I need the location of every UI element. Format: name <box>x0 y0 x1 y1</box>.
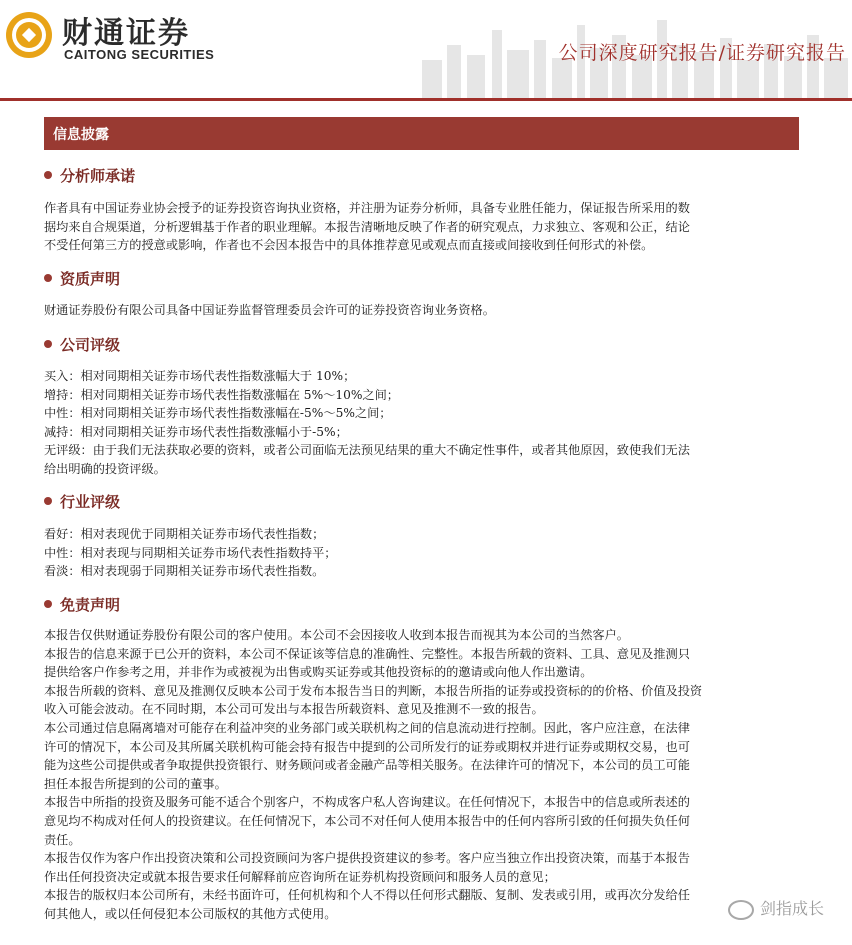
text-line: 本报告的版权归本公司所有，未经书面许可，任何机构和个人不得以任何形式翻版、复制、发表或引用，或再次分发给任 <box>44 888 690 903</box>
rating-line: 减持：相对同期相关证券市场代表性指数涨幅小于-5%； <box>44 424 348 439</box>
industry-rating-list <box>44 525 804 581</box>
brand-name-en: CAITONG SECURITIES <box>64 47 215 62</box>
text-line: 收入可能会波动。在不同时期，本公司可发出与本报告所载资料、意见及推测不一致的报告。 <box>44 702 544 717</box>
bullet-icon <box>44 171 52 179</box>
text-line: 本报告中所指的投资及服务可能不适合个别客户，不构成客户私人咨询建议。在任何情况下，本报告中的信息或所表述的 <box>44 795 690 810</box>
text-line: 担任本报告所提到的公司的董事。 <box>44 776 227 791</box>
text-line: 何其他人，或以任何侵犯本公司版权的其他方式使用。 <box>44 906 337 921</box>
analyst-heading: 分析师承诺 <box>44 165 135 186</box>
text-line: 据均来自合规渠道，分析逻辑基于作者的职业理解。本报告清晰地反映了作者的研究观点，力求独立、客观和公正，结论 <box>44 219 690 234</box>
text-line: 作出任何投资决定或就本报告要求任何解释前应咨询所在证券机构投资顾问和服务人员的意见； <box>44 869 556 884</box>
text-line: 责任。 <box>44 832 81 847</box>
text-line: 本报告仅供财通证券股份有限公司的客户使用。本公司不会因接收人收到本报告而视其为本公司的当然客户。 <box>44 628 629 642</box>
text-line: 许可的情况下，本公司及其所属关联机构可能会持有报告中提到的公司所发行的证券或期权并进行证券或期权交易，也可 <box>44 739 690 754</box>
industry-rating-heading: 行业评级 <box>44 491 120 512</box>
text-line: 提供给客户作参考之用，并非作为或被视为出售或购买证券或其他投资标的的邀请或向他人作出邀请。 <box>44 665 593 680</box>
bullet-icon <box>44 274 52 282</box>
rating-line: 看好：相对表现优于同期相关证券市场代表性指数； <box>44 527 325 541</box>
company-rating-list <box>44 367 804 479</box>
rating-line: 买入：相对同期相关证券市场代表性指数涨幅大于 10%； <box>44 369 356 383</box>
bullet-icon <box>44 600 52 608</box>
wechat-icon <box>728 900 754 920</box>
text-line: 本报告的信息来源于已公开的资料，本公司不保证该等信息的准确性、完整性。本报告所载的资料、工具、意见及推测只 <box>44 646 690 661</box>
text-line: 作者具有中国证券业协会授予的证券投资咨询执业资格，并注册为证券分析师，具备专业胜任能力，保证报告所采用的数 <box>44 201 690 215</box>
rating-line: 增持：相对同期相关证券市场代表性指数涨幅在 5%～10%之间； <box>44 387 399 402</box>
company-rating-heading: 公司评级 <box>44 334 120 355</box>
report-type-label: 公司深度研究报告/证券研究报告 <box>558 42 846 64</box>
rating-line: 给出明确的投资评级。 <box>44 461 166 476</box>
disclaimer-paragraph <box>44 626 804 924</box>
wechat-watermark: 剑指成长 <box>728 896 824 920</box>
text-line: 本报告所载的资料、意见及推测仅反映本公司于发布本报告当日的判断，本报告所指的证券或投资标的的价格、价值及投资 <box>44 683 703 698</box>
bullet-icon <box>44 340 52 348</box>
rating-line: 中性：相对同期相关证券市场代表性指数涨幅在-5%～5%之间； <box>44 406 392 421</box>
page-header <box>0 0 852 100</box>
brand-name-cn: 财通证券 <box>62 16 190 51</box>
text-line: 财通证券股份有限公司具备中国证券监督管理委员会许可的证券投资咨询业务资格。 <box>44 303 495 317</box>
analyst-paragraph <box>44 199 804 255</box>
qualification-heading: 资质声明 <box>44 268 120 289</box>
qualification-paragraph <box>44 301 804 320</box>
text-line: 本公司通过信息隔离墙对可能存在利益冲突的业务部门或关联机构之间的信息流动进行控制。因此，客户应注意，在法律 <box>44 720 690 735</box>
text-line: 本报告仅作为客户作出投资决策和公司投资顾问为客户提供投资建议的参考。客户应当独立作出投资决策，而基于本报告 <box>44 851 690 866</box>
bullet-icon <box>44 497 52 505</box>
text-line: 意见均不构成对任何人的投资建议。在任何情况下，本公司不对任何人使用本报告中的任何内容所引致的任何损失负任何 <box>44 813 690 828</box>
section-title-bar <box>44 117 799 150</box>
rating-line: 无评级：由于我们无法获取必要的资料，或者公司面临无法预见结果的重大不确定性事件，或者其他原因，致使我们无法 <box>44 443 690 458</box>
disclaimer-heading: 免责声明 <box>44 594 120 615</box>
text-line: 不受任何第三方的授意或影响，作者也不会因本报告中的具体推荐意见或观点而直接或间接收到任何形式的补偿。 <box>44 238 654 253</box>
caitong-logo-icon <box>4 10 54 60</box>
rating-line: 看淡：相对表现弱于同期相关证券市场代表性指数。 <box>44 564 325 579</box>
rating-line: 中性：相对表现与同期相关证券市场代表性指数持平； <box>44 545 337 560</box>
header-divider <box>0 98 852 101</box>
section-title: 信息披露 <box>53 127 109 143</box>
text-line: 能为这些公司提供或者争取提供投资银行、财务顾问或者金融产品等相关服务。在法律许可的情况下，本公司的员工可能 <box>44 758 690 773</box>
